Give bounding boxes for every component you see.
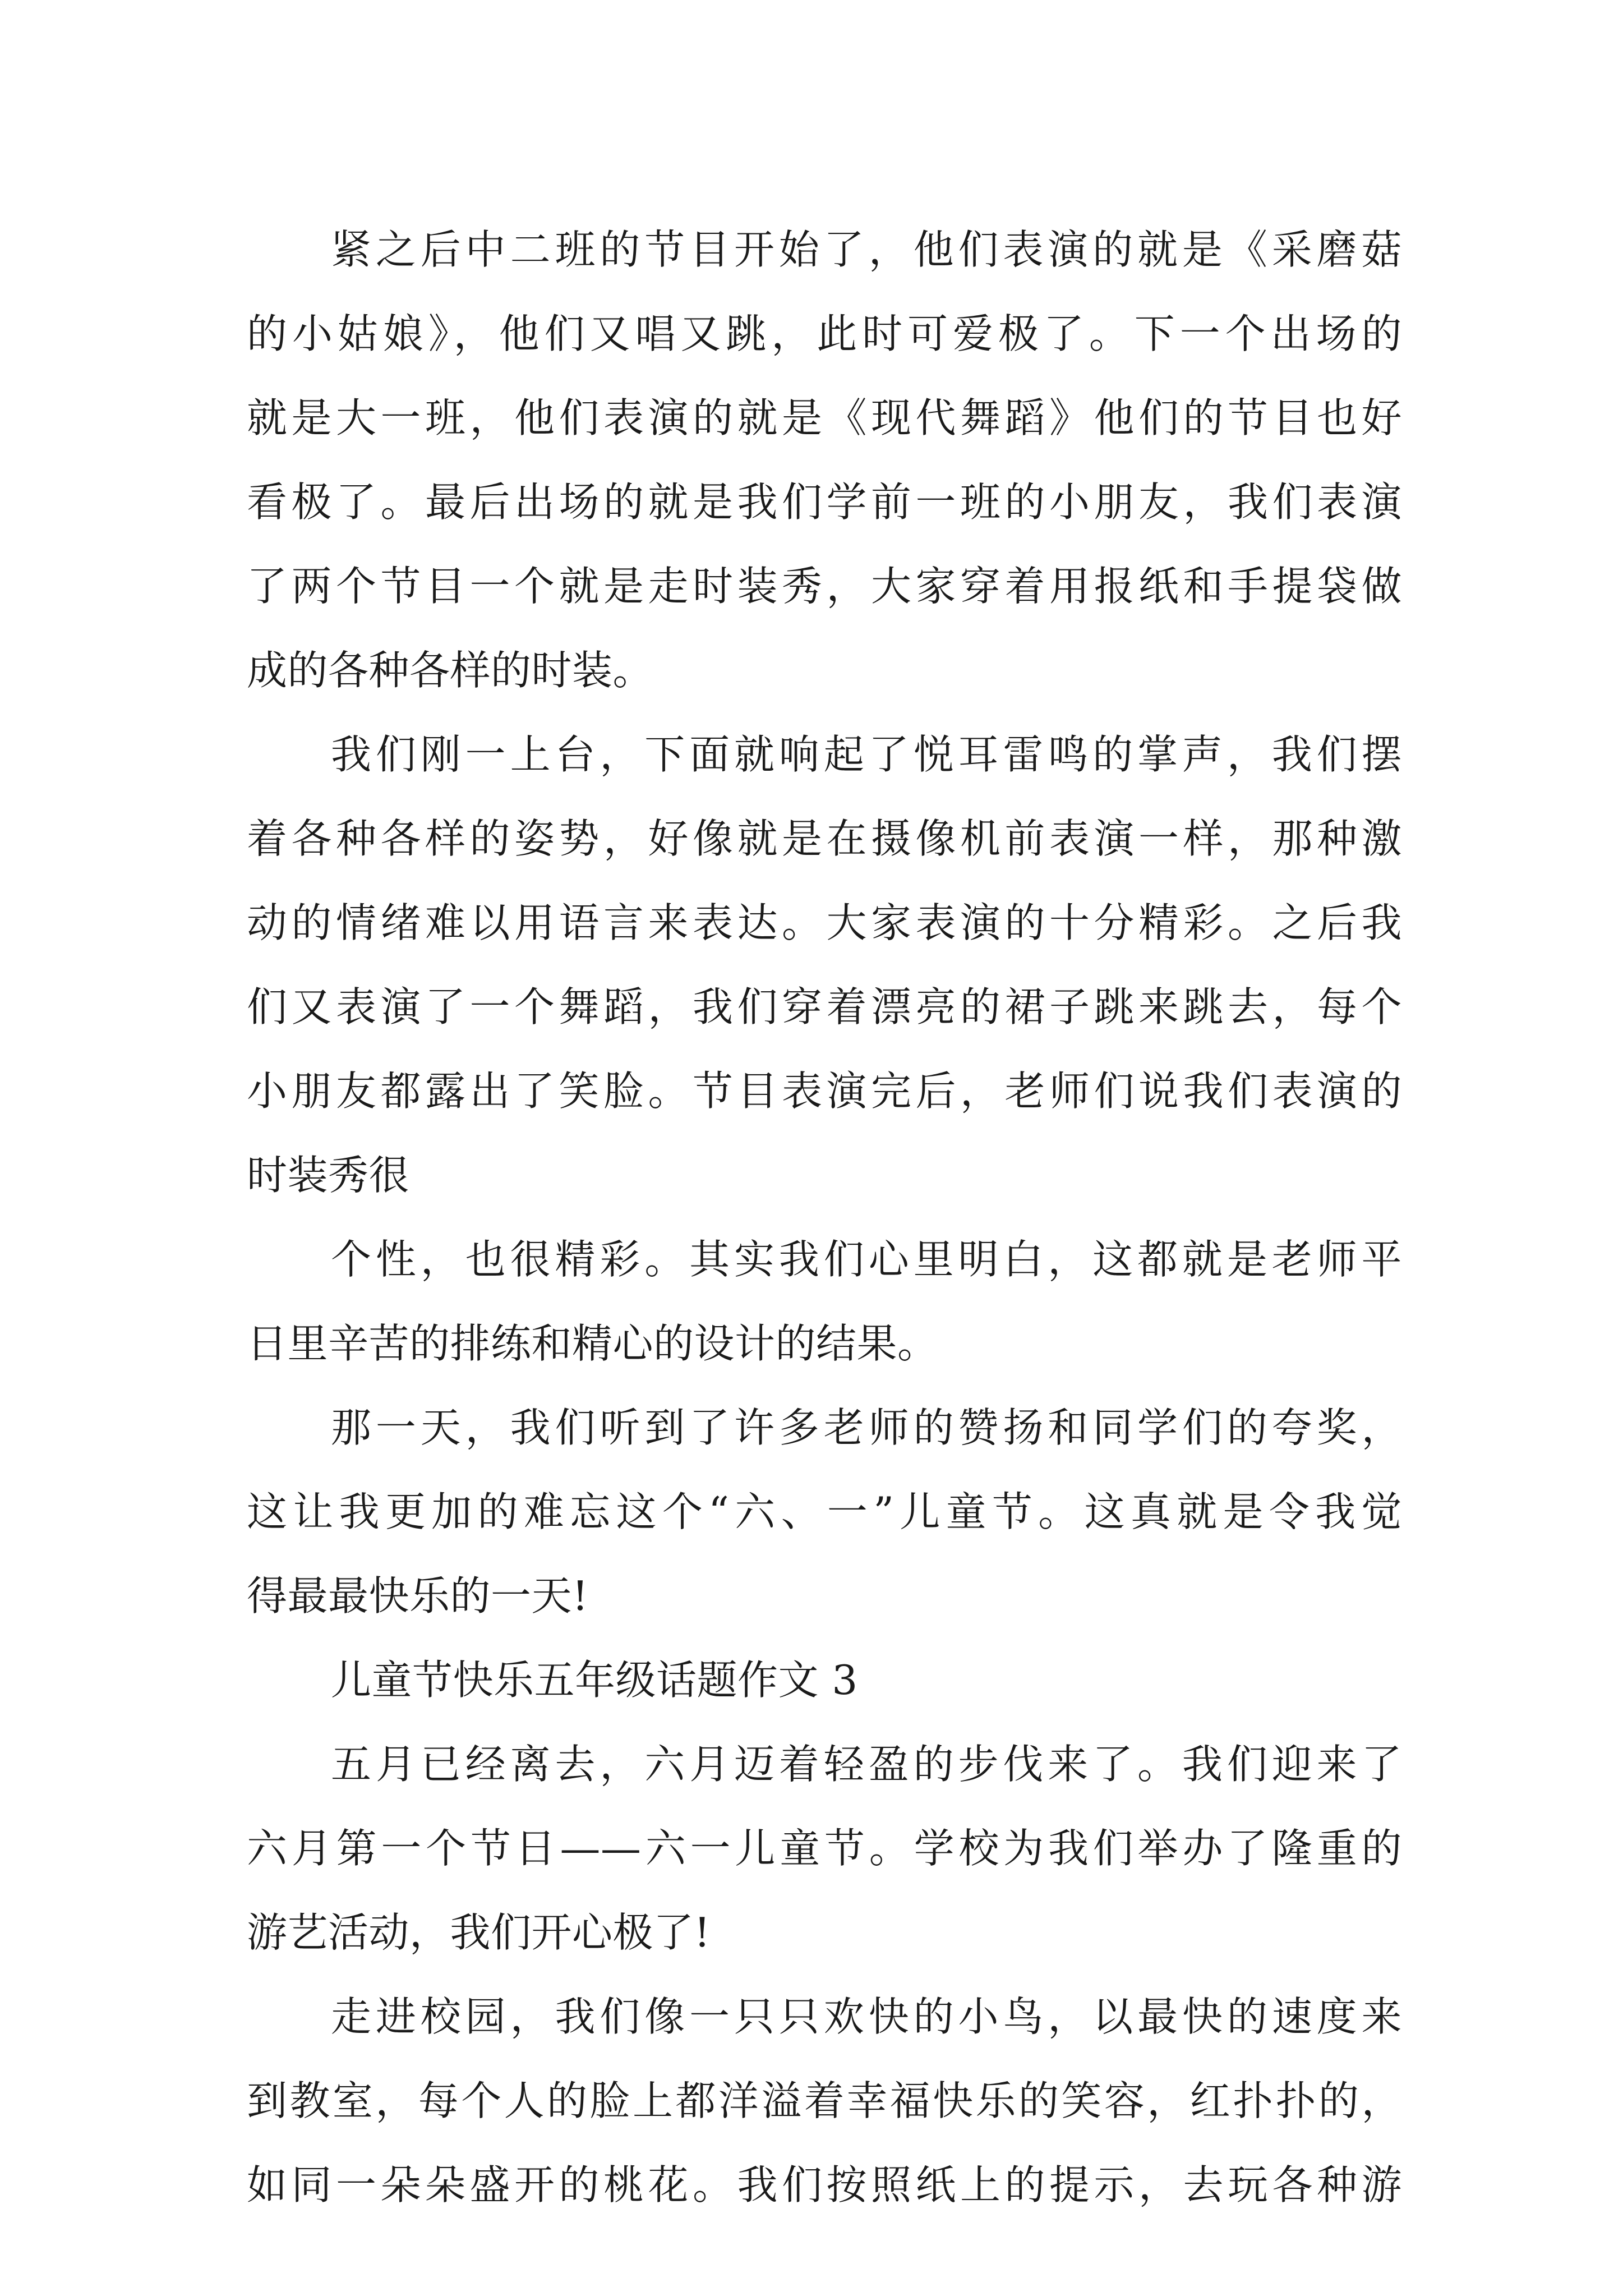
text-line: 紧之后中二班的节目开始了，他们表演的就是《采磨菇 bbox=[331, 226, 1402, 273]
paragraph bbox=[247, 1217, 1402, 1386]
heading-line: 儿童节快乐五年级话题作文 3 bbox=[331, 1657, 858, 1704]
paragraph bbox=[247, 1722, 1402, 1975]
text-line: 游艺活动，我们开心极了! bbox=[247, 1909, 711, 1956]
text-line: 走进校园，我们像一只只欢快的小鸟，以最快的速度来 bbox=[331, 1993, 1402, 2040]
text-line: 着各种各样的姿势，好像就是在摄像机前表演一样，那种激 bbox=[247, 815, 1402, 862]
text-line: 到教室，每个人的脸上都洋溢着幸福快乐的笑容，红扑扑的， bbox=[247, 2077, 1402, 2124]
text-line: 得最最快乐的一天! bbox=[247, 1572, 589, 1619]
text-line: 成的各种各样的时装。 bbox=[247, 647, 654, 694]
text-line: 们又表演了一个舞蹈，我们穿着漂亮的裙子跳来跳去，每个 bbox=[247, 983, 1402, 1030]
text-line: 我们刚一上台，下面就响起了悦耳雷鸣的掌声，我们摆 bbox=[331, 731, 1402, 778]
text-line: 小朋友都露出了笑脸。节目表演完后，老师们说我们表演的 bbox=[247, 1068, 1402, 1115]
text-line: 如同一朵朵盛开的桃花。我们按照纸上的提示，去玩各种游 bbox=[247, 2161, 1402, 2208]
text-line: 日里辛苦的排练和精心的设计的结果。 bbox=[247, 1320, 938, 1367]
text-line: 了两个节目一个就是走时装秀，大家穿着用报纸和手提袋做 bbox=[247, 563, 1402, 610]
text-line: 五月已经离去，六月迈着轻盈的步伐来了。我们迎来了 bbox=[331, 1741, 1402, 1788]
text-line: 看极了。最后出场的就是我们学前一班的小朋友，我们表演 bbox=[247, 478, 1402, 526]
text-line: 那一天，我们听到了许多老师的赞扬和同学们的夸奖， bbox=[331, 1404, 1402, 1451]
section-heading bbox=[247, 1638, 1402, 1722]
text-line: 就是大一班，他们表演的就是《现代舞蹈》他们的节目也好 bbox=[247, 394, 1402, 441]
text-line: 动的情绪难以用语言来表达。大家表演的十分精彩。之后我 bbox=[247, 899, 1402, 946]
text-line: 的小姑娘》，他们又唱又跳，此时可爱极了。下一个出场的 bbox=[247, 310, 1402, 357]
paragraph bbox=[247, 208, 1402, 712]
article-body bbox=[247, 208, 1402, 2227]
paragraph bbox=[247, 1386, 1402, 1638]
paragraph bbox=[247, 712, 1402, 1217]
paragraph bbox=[247, 1975, 1402, 2227]
text-line: 个性，也很精彩。其实我们心里明白，这都就是老师平 bbox=[331, 1236, 1402, 1283]
text-line: 六月第一个节日——六一儿童节。学校为我们举办了隆重的 bbox=[247, 1825, 1402, 1872]
text-line: 时装秀很 bbox=[247, 1152, 410, 1199]
text-line: 这让我更加的难忘这个“六、一”儿童节。这真就是令我觉 bbox=[247, 1488, 1402, 1535]
